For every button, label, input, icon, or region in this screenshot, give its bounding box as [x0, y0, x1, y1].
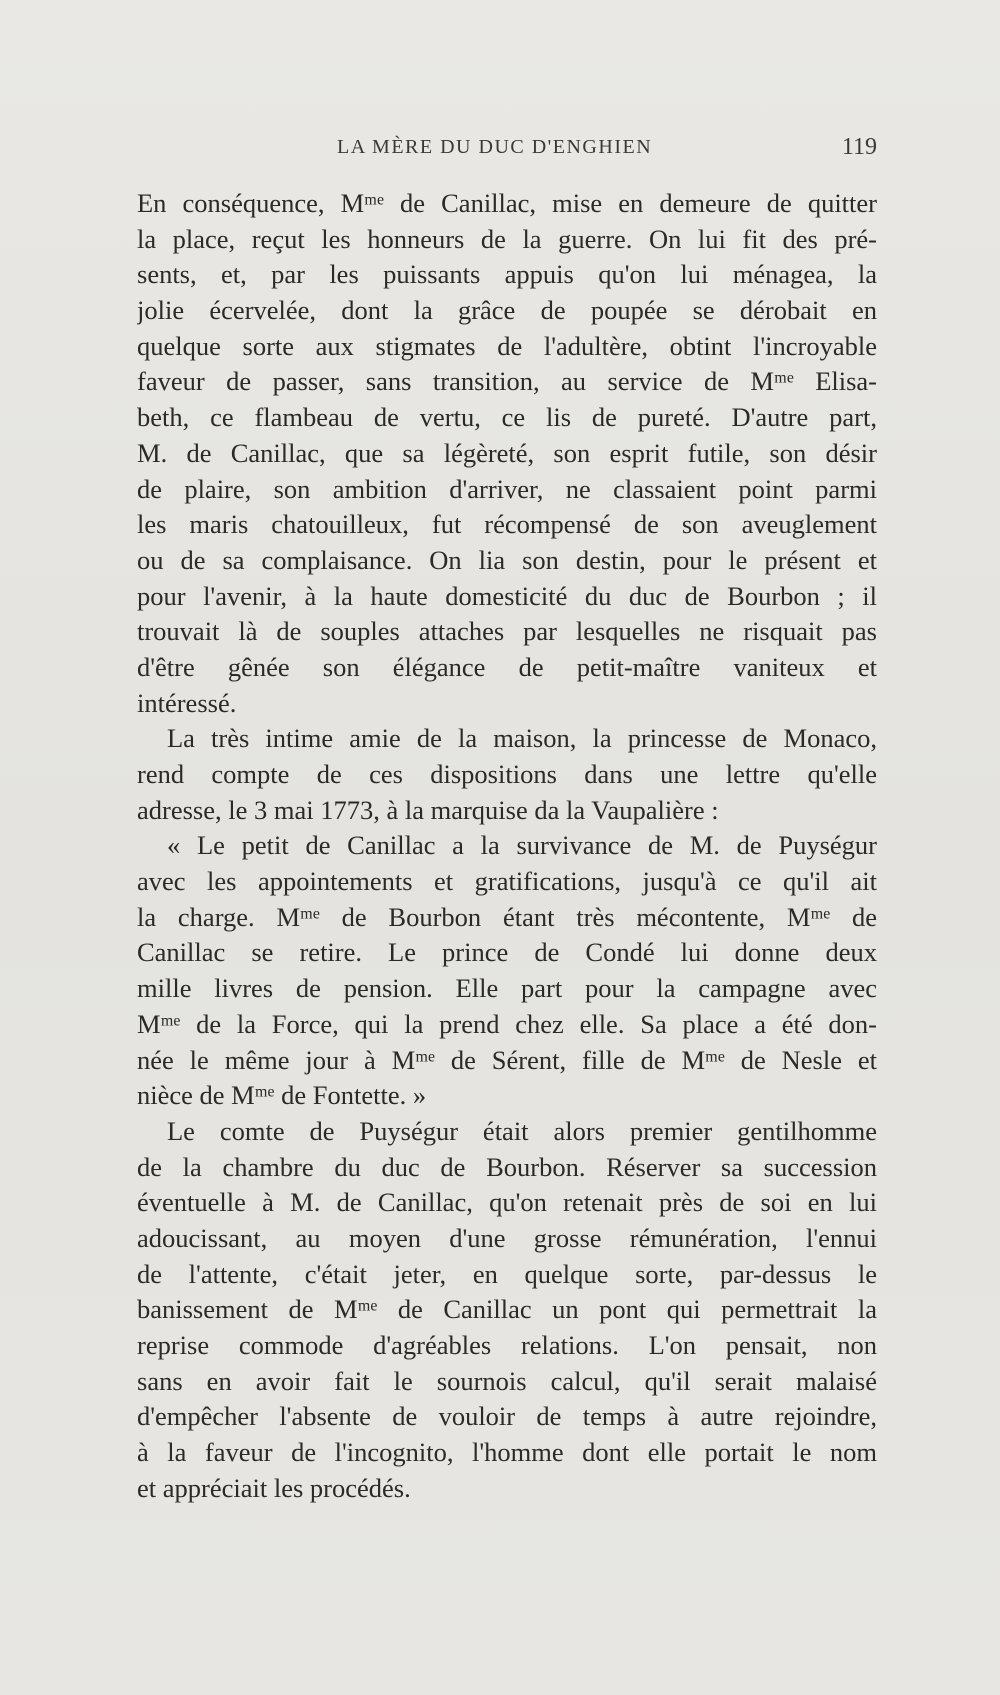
text-line: La très intime amie de la maison, la princesse de Monaco,: [167, 723, 877, 754]
text-line: « Le petit de Canillac a la survivance de M. de Puységur: [167, 830, 877, 861]
text-line: mille livres de pension. Elle part pour la campagne avec: [137, 973, 877, 1004]
text-line: sents, et, par les puissants appuis qu'on lui ménagea, la: [137, 259, 877, 290]
text-line: d'être gênée son élégance de petit-maître vaniteux et: [137, 651, 877, 682]
running-title: LA MÈRE DU DUC D'ENGHIEN: [337, 136, 653, 158]
text-line: Mᵐᵉ de la Force, qui la prend chez elle. Sa place a été don-: [137, 1008, 877, 1039]
text-line: avec les appointements et gratifications, jusqu'à ce qu'il ait: [137, 866, 877, 897]
text-line: d'empêcher l'absente de vouloir de temps à autre rejoindre,: [137, 1401, 877, 1432]
text-line: ou de sa complaisance. On lia son destin, pour le présent et: [137, 544, 877, 575]
text-line: de plaire, son ambition d'arriver, ne classaient point parmi: [137, 473, 877, 504]
text-line: banissement de Mᵐᵉ de Canillac un pont qui permettrait la: [137, 1294, 877, 1325]
page-number: 119: [841, 134, 877, 160]
text-line: rend compte de ces dispositions dans une lettre qu'elle: [137, 759, 877, 789]
text-line: adoucissant, au moyen d'une grosse rémunération, l'ennui: [137, 1222, 877, 1253]
text-line: trouvait là de souples attaches par lesquelles ne risquait pas: [137, 616, 877, 647]
text-line: sans en avoir fait le sournois calcul, qu'il serait malaisé: [137, 1365, 877, 1396]
text-line: quelque sorte aux stigmates de l'adultère, obtint l'incroyable: [137, 330, 877, 361]
text-line: Canillac se retire. Le prince de Condé lui donne deux: [137, 937, 877, 968]
text-line: la place, reçut les honneurs de la guerre. On lui fit des pré-: [137, 223, 877, 254]
text-line: intéressé.: [137, 687, 237, 718]
text-line: de la chambre du duc de Bourbon. Réserver sa succession: [137, 1151, 877, 1182]
text-line: adresse, le 3 mai 1773, à la marquise da la Vaupalière :: [137, 794, 719, 825]
text-line: reprise commode d'agréables relations. L'on pensait, non: [137, 1330, 877, 1360]
text-line: et appréciait les procédés.: [137, 1472, 411, 1503]
page-header: [137, 136, 877, 168]
text-line: pour l'avenir, à la haute domesticité du duc de Bourbon ; il: [137, 580, 877, 611]
text-line: née le même jour à Mᵐᵉ de Sérent, fille de Mᵐᵉ de Nesle et: [137, 1044, 877, 1075]
text-line: faveur de passer, sans transition, au service de Mᵐᵉ Elisa-: [137, 366, 877, 397]
text-line: à la faveur de l'incognito, l'homme dont elle portait le nom: [137, 1437, 877, 1468]
text-line: Le comte de Puységur était alors premier gentilhomme: [167, 1115, 877, 1146]
text-line: la charge. Mᵐᵉ de Bourbon étant très mécontente, Mᵐᵉ de: [137, 901, 877, 932]
text-line: jolie écervelée, dont la grâce de poupée se dérobait en: [137, 295, 877, 326]
text-line: beth, ce flambeau de vertu, ce lis de pureté. D'autre part,: [137, 402, 877, 433]
text-line: les maris chatouilleux, fut récompensé de son aveuglement: [137, 509, 877, 540]
text-line: de l'attente, c'était jeter, en quelque sorte, par-dessus le: [137, 1258, 877, 1289]
text-line: éventuelle à M. de Canillac, qu'on retenait près de soi en lui: [137, 1187, 877, 1218]
text-line: nièce de Mᵐᵉ de Fontette. »: [137, 1080, 427, 1111]
text-line: En conséquence, Mᵐᵉ de Canillac, mise en demeure de quitter: [137, 188, 877, 218]
body-text: [137, 186, 877, 1506]
text-line: M. de Canillac, que sa légèreté, son esprit futile, son désir: [137, 437, 877, 468]
